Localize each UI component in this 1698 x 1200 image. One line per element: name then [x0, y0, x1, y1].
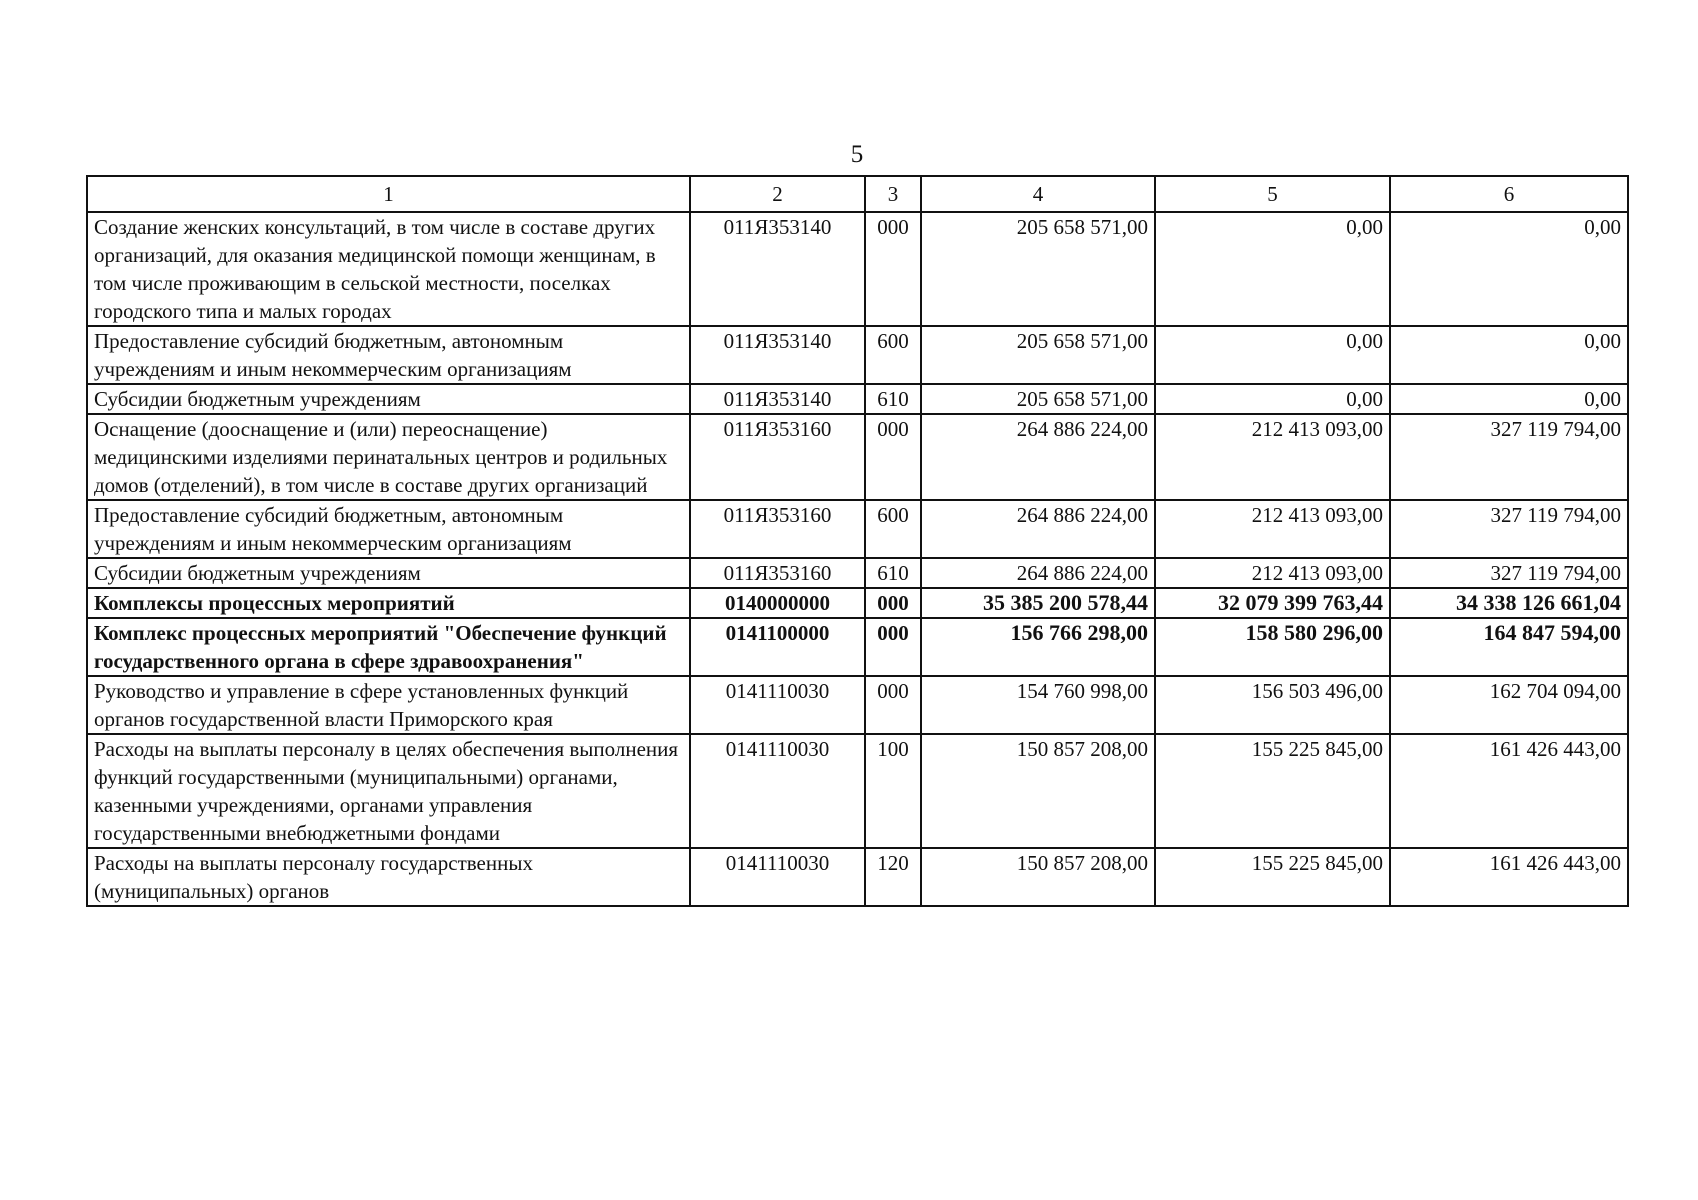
row-type-cell: 600 [865, 326, 921, 384]
row-code-cell: 0141110030 [690, 676, 865, 734]
row-amount-col6-cell: 327 119 794,00 [1390, 558, 1628, 588]
column-header: 2 [690, 176, 865, 212]
row-amount-col5-cell: 0,00 [1155, 384, 1390, 414]
row-type-cell: 000 [865, 588, 921, 618]
table-row [87, 618, 1628, 676]
row-name-cell: Расходы на выплаты персоналу государственных (муниципальных) органов [87, 848, 690, 906]
row-name-cell: Расходы на выплаты персоналу в целях обеспечения выполнения функций государственными (муниципальными) органами, казенными учреждениями, органами управления государственными внебюджетными фондами [87, 734, 690, 848]
table-row [87, 326, 1628, 384]
row-name-cell: Предоставление субсидий бюджетным, автономным учреждениям и иным некоммерческим организациям [87, 500, 690, 558]
row-amount-col4-cell: 264 886 224,00 [921, 558, 1155, 588]
row-amount-col4-cell: 150 857 208,00 [921, 848, 1155, 906]
row-type-cell: 000 [865, 676, 921, 734]
row-code-cell: 0141110030 [690, 848, 865, 906]
row-amount-col6-cell: 164 847 594,00 [1390, 618, 1628, 676]
table-row [87, 384, 1628, 414]
row-type-cell: 000 [865, 212, 921, 326]
row-amount-col6-cell: 161 426 443,00 [1390, 848, 1628, 906]
row-amount-col5-cell: 212 413 093,00 [1155, 500, 1390, 558]
column-header: 5 [1155, 176, 1390, 212]
row-amount-col4-cell: 205 658 571,00 [921, 326, 1155, 384]
page-number: 5 [850, 141, 864, 168]
row-amount-col6-cell: 0,00 [1390, 384, 1628, 414]
row-code-cell: 011Я353140 [690, 326, 865, 384]
row-amount-col4-cell: 35 385 200 578,44 [921, 588, 1155, 618]
table-row [87, 500, 1628, 558]
row-amount-col6-cell: 327 119 794,00 [1390, 414, 1628, 500]
row-amount-col5-cell: 32 079 399 763,44 [1155, 588, 1390, 618]
row-amount-col6-cell: 327 119 794,00 [1390, 500, 1628, 558]
row-code-cell: 0141110030 [690, 734, 865, 848]
row-name-cell: Оснащение (дооснащение и (или) переоснащение) медицинскими изделиями перинатальных центров и родильных домов (отделений), в том числе в составе других организаций [87, 414, 690, 500]
row-amount-col5-cell: 156 503 496,00 [1155, 676, 1390, 734]
row-name-cell: Руководство и управление в сфере установленных функций органов государственной власти Приморского края [87, 676, 690, 734]
row-amount-col4-cell: 150 857 208,00 [921, 734, 1155, 848]
row-type-cell: 100 [865, 734, 921, 848]
row-name-cell: Создание женских консультаций, в том числе в составе других организаций, для оказания медицинской помощи женщинам, в том числе проживающим в сельской местности, поселках городского типа и малых городах [87, 212, 690, 326]
row-amount-col6-cell: 0,00 [1390, 326, 1628, 384]
row-amount-col6-cell: 34 338 126 661,04 [1390, 588, 1628, 618]
table-row [87, 414, 1628, 500]
row-name-cell: Субсидии бюджетным учреждениям [87, 384, 690, 414]
table-header-row [87, 176, 1628, 212]
row-amount-col4-cell: 156 766 298,00 [921, 618, 1155, 676]
table-row [87, 558, 1628, 588]
row-name-cell: Комплексы процессных мероприятий [87, 588, 690, 618]
column-header: 1 [87, 176, 690, 212]
row-amount-col4-cell: 264 886 224,00 [921, 500, 1155, 558]
table-row [87, 588, 1628, 618]
row-type-cell: 000 [865, 414, 921, 500]
row-name-cell: Субсидии бюджетным учреждениям [87, 558, 690, 588]
column-header: 3 [865, 176, 921, 212]
row-amount-col4-cell: 205 658 571,00 [921, 212, 1155, 326]
row-amount-col5-cell: 212 413 093,00 [1155, 414, 1390, 500]
table-row [87, 734, 1628, 848]
row-amount-col4-cell: 154 760 998,00 [921, 676, 1155, 734]
row-code-cell: 011Я353160 [690, 558, 865, 588]
row-type-cell: 000 [865, 618, 921, 676]
row-amount-col5-cell: 155 225 845,00 [1155, 848, 1390, 906]
row-code-cell: 011Я353160 [690, 500, 865, 558]
row-type-cell: 600 [865, 500, 921, 558]
row-type-cell: 610 [865, 384, 921, 414]
row-amount-col4-cell: 205 658 571,00 [921, 384, 1155, 414]
row-amount-col5-cell: 0,00 [1155, 212, 1390, 326]
row-code-cell: 0140000000 [690, 588, 865, 618]
row-amount-col6-cell: 162 704 094,00 [1390, 676, 1628, 734]
column-header: 6 [1390, 176, 1628, 212]
table-body [87, 212, 1628, 906]
row-type-cell: 120 [865, 848, 921, 906]
row-amount-col5-cell: 155 225 845,00 [1155, 734, 1390, 848]
row-amount-col5-cell: 212 413 093,00 [1155, 558, 1390, 588]
table-row [87, 848, 1628, 906]
row-name-cell: Комплекс процессных мероприятий "Обеспечение функций государственного органа в сфере здравоохранения" [87, 618, 690, 676]
row-name-cell: Предоставление субсидий бюджетным, автономным учреждениям и иным некоммерческим организациям [87, 326, 690, 384]
row-code-cell: 011Я353140 [690, 384, 865, 414]
row-code-cell: 011Я353160 [690, 414, 865, 500]
row-amount-col6-cell: 161 426 443,00 [1390, 734, 1628, 848]
budget-table [86, 175, 1629, 907]
table-row [87, 676, 1628, 734]
row-amount-col6-cell: 0,00 [1390, 212, 1628, 326]
row-type-cell: 610 [865, 558, 921, 588]
column-header: 4 [921, 176, 1155, 212]
row-code-cell: 0141100000 [690, 618, 865, 676]
row-amount-col5-cell: 158 580 296,00 [1155, 618, 1390, 676]
row-amount-col5-cell: 0,00 [1155, 326, 1390, 384]
row-amount-col4-cell: 264 886 224,00 [921, 414, 1155, 500]
row-code-cell: 011Я353140 [690, 212, 865, 326]
table-row [87, 212, 1628, 326]
